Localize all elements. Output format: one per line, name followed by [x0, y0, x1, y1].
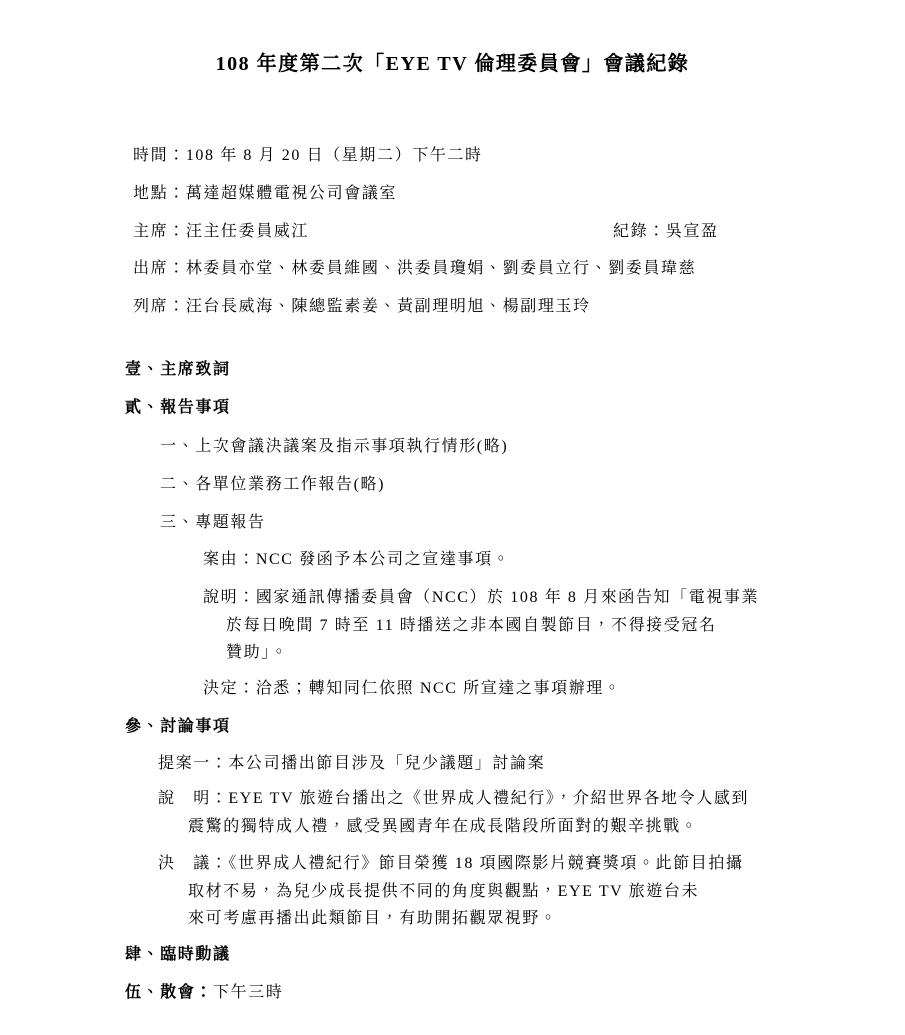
proposal-description-line-1: [158, 789, 749, 809]
info-time: [133, 146, 483, 166]
proposal-description-text-1: EYE TV 旅遊台播出之《世界成人禮紀行》，介紹世界各地令人感到: [228, 790, 750, 807]
report-item-2: 二、各單位業務工作報告(略): [160, 476, 386, 493]
info-chair-label: 主席：: [133, 223, 186, 240]
proposal-resolution-line-1: [158, 854, 744, 874]
section-heading-adjournment: [125, 983, 283, 1003]
case-description-line-3: 贊助」。: [226, 644, 289, 661]
info-recorder-value: 吳宣盈: [665, 223, 719, 240]
case-decision-label: 決定：: [203, 680, 256, 697]
info-time-value: 108 年 8 月 20 日（星期二）下午二時: [185, 147, 483, 164]
proposal-description-line-2: 震驚的獨特成人禮，感受異國青年在成長階段所面對的艱辛挑戰。: [188, 818, 699, 835]
info-attendees: [133, 259, 696, 279]
proposal-resolution-label: 決 議：: [158, 855, 229, 872]
info-observers-label: 列席：: [133, 298, 186, 315]
report-item-1: 一、上次會議決議案及指示事項執行情形(略): [160, 438, 509, 455]
section-heading-extempore-motions: 肆、臨時動議: [125, 946, 231, 963]
section-heading-discussion: 參、討論事項: [125, 718, 231, 735]
info-observers: [133, 297, 591, 317]
info-location-value: 萬達超媒體電視公司會議室: [185, 185, 398, 202]
proposal-description-label: 說 明：: [158, 790, 229, 807]
report-item-3: 三、專題報告: [160, 514, 266, 531]
case-subject-label: 案由：: [203, 551, 256, 568]
proposal-resolution-line-2: 取材不易，為兒少成長提供不同的角度與觀點，EYE TV 旅遊台未: [188, 883, 700, 900]
info-recorder-label: 紀錄：: [613, 223, 666, 240]
info-chair-value: 汪主任委員威江: [185, 223, 310, 240]
info-recorder: [613, 222, 719, 242]
info-observers-value: 汪台長威海、陳總監素姜、黃副理明旭、楊副理玉玲: [185, 298, 591, 315]
case-decision-text: 洽悉；轉知同仁依照 NCC 所宣達之事項辦理。: [255, 680, 622, 697]
case-subject-text: NCC 發函予本公司之宣達事項。: [255, 551, 511, 568]
info-time-label: 時間：: [133, 147, 186, 164]
proposal-title: 提案一：本公司播出節目涉及「兒少議題」討論案: [158, 755, 546, 772]
info-chair: [133, 222, 309, 242]
adjournment-time: 下午三時: [213, 984, 284, 1001]
info-attendees-value: 林委員亦堂、林委員維國、洪委員瓊娟、劉委員立行、劉委員瑋慈: [185, 260, 697, 277]
case-description-line-2: 於每日晚間 7 時至 11 時播送之非本國自製節目，不得接受冠名: [226, 617, 717, 634]
info-location-label: 地點：: [133, 185, 186, 202]
case-decision: [203, 679, 622, 699]
proposal-resolution-line-3: 來可考慮再播出此類節目，有助開拓觀眾視野。: [188, 910, 558, 927]
section-heading-chair-remarks: 壹、主席致詞: [125, 361, 231, 378]
case-description-text-1: 國家通訊傳播委員會（NCC）於 108 年 8 月來函告知「電視事業: [255, 589, 760, 606]
case-subject: [203, 550, 510, 570]
proposal-resolution-text-1: 《世界成人禮紀行》節目榮獲 18 項國際影片競賽獎項。此節目拍攝: [228, 855, 744, 872]
info-attendees-label: 出席：: [133, 260, 186, 277]
document-title: 108 年度第二次「EYE TV 倫理委員會」會議紀錄: [215, 53, 690, 75]
adjournment-label: 伍、散會：: [125, 984, 214, 1001]
case-description-label: 說明：: [203, 589, 256, 606]
section-heading-reports: 貳、報告事項: [125, 399, 231, 416]
info-location: [133, 184, 397, 204]
case-description-line-1: [203, 588, 759, 608]
